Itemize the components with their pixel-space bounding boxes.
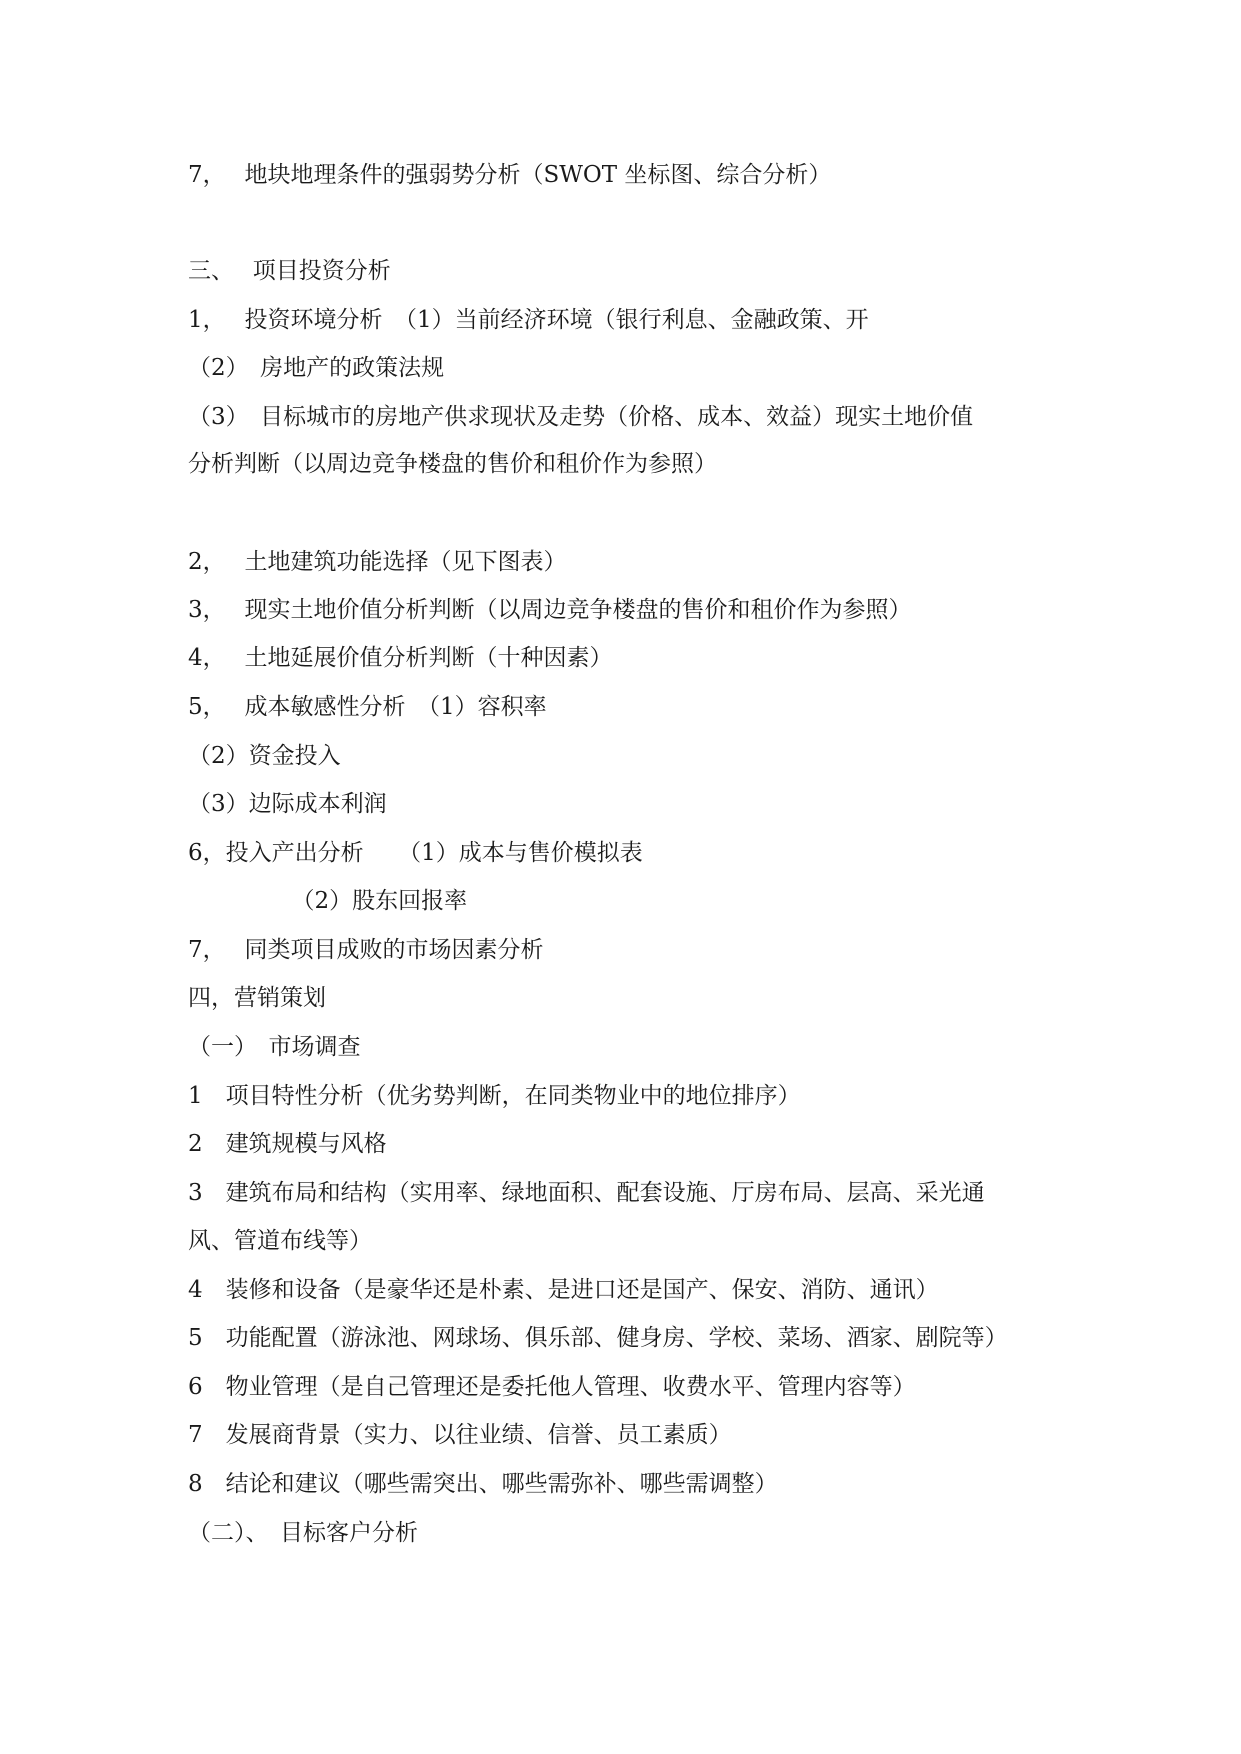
text-line-market-factors: 7， 同类项目成败的市场因素分析 — [188, 937, 544, 963]
text-line-supply-demand-status: （3） 目标城市的房地产供求现状及走势（价格、成本、效益）现实土地价值 — [188, 404, 974, 430]
text-line-input-output: 6，投入产出分析 （1）成本与售价模拟表 — [188, 840, 643, 866]
text-line-land-extension-value: 4， 土地延展价值分析判断（十种因素） — [188, 645, 613, 671]
text-line-marginal-cost: （3）边际成本利润 — [188, 791, 387, 817]
section-heading-investment-analysis: 三、 项目投资分析 — [188, 258, 391, 284]
section-heading-marketing-plan: 四，营销策划 — [188, 985, 326, 1011]
list-item-building-layout: 3 建筑布局和结构（实用率、绿地面积、配套设施、厅房布局、层高、采光通 — [188, 1180, 985, 1206]
list-item-developer-background: 7 发展商背景（实力、以往业绩、信誉、员工素质） — [188, 1422, 732, 1448]
text-line-real-estate-policy: （2） 房地产的政策法规 — [188, 355, 445, 381]
list-item-function-config: 5 功能配置（游泳池、网球场、俱乐部、健身房、学校、菜场、酒家、剧院等） — [188, 1325, 1008, 1351]
list-item-project-features: 1 项目特性分析（优劣势判断，在同类物业中的地位排序） — [188, 1083, 801, 1109]
text-line-land-value: 3， 现实土地价值分析判断（以周边竞争楼盘的售价和租价作为参照） — [188, 597, 912, 623]
subsection-heading-market-research: （一） 市场调查 — [188, 1034, 361, 1060]
list-item-building-scale: 2 建筑规模与风格 — [188, 1131, 387, 1157]
text-line-cost-sensitivity: 5， 成本敏感性分析 （1）容积率 — [188, 694, 547, 720]
list-item-conclusion: 8 结论和建议（哪些需突出、哪些需弥补、哪些需调整） — [188, 1471, 778, 1497]
subsection-heading-target-customer: （二）、 目标客户分析 — [188, 1520, 418, 1546]
text-line-land-swot-analysis: 7， 地块地理条件的强弱势分析（SWOT 坐标图、综合分析） — [188, 162, 832, 188]
text-line-building-function: 2， 土地建筑功能选择（见下图表） — [188, 549, 567, 575]
list-item-decoration-equipment: 4 装修和设备（是豪华还是朴素、是进口还是国产、保安、消防、通讯） — [188, 1277, 939, 1303]
text-line-capital-input: （2）资金投入 — [188, 743, 341, 769]
text-line-supply-demand-continued: 分析判断（以周边竞争楼盘的售价和租价作为参照） — [188, 451, 717, 477]
text-line-shareholder-return: （2）股东回报率 — [188, 888, 468, 914]
text-line-investment-environment: 1， 投资环境分析 （1）当前经济环境（银行利息、金融政策、开 — [188, 307, 869, 333]
list-item-property-management: 6 物业管理（是自己管理还是委托他人管理、收费水平、管理内容等） — [188, 1374, 916, 1400]
list-item-building-layout-continued: 风、管道布线等） — [188, 1228, 372, 1254]
